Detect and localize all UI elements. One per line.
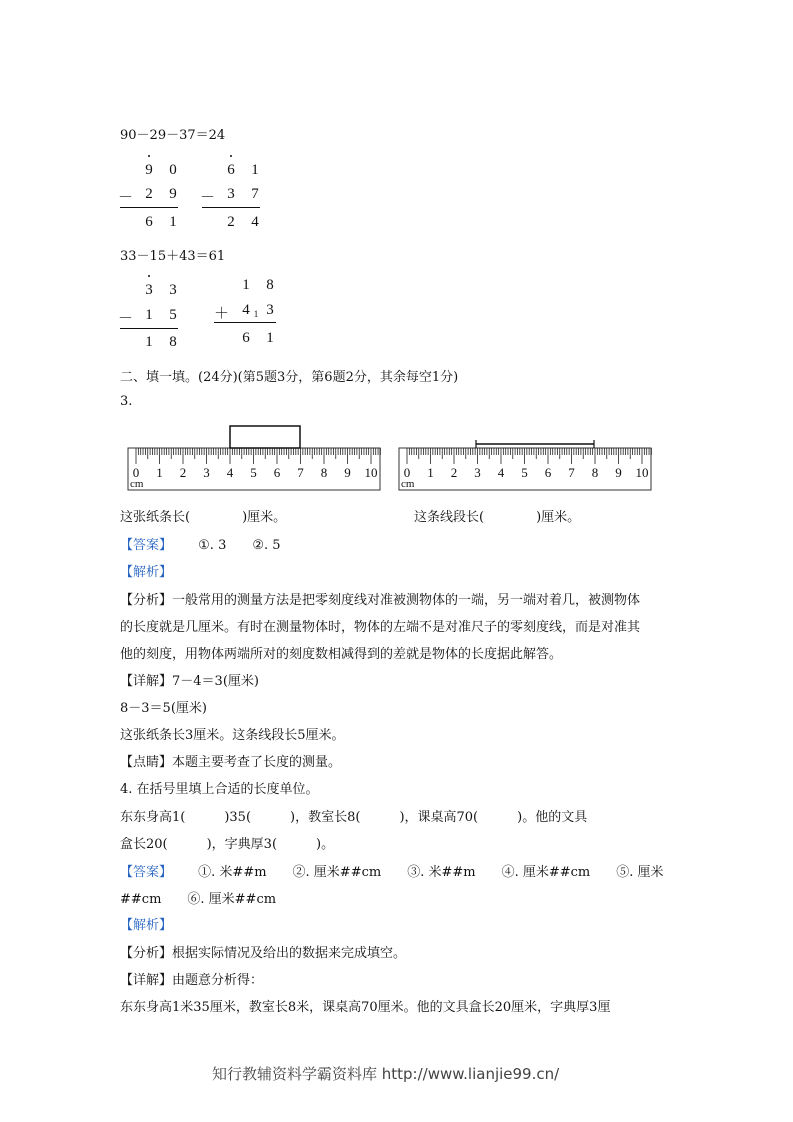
digit: 1 <box>169 214 177 230</box>
digit: 5 <box>169 307 177 323</box>
digit: 3 <box>227 186 235 202</box>
answer-tag: 【答案】 <box>120 865 173 880</box>
detail-text: 7－4＝3(厘米) <box>172 674 259 689</box>
divider <box>214 322 276 323</box>
digit: 1 <box>242 277 250 293</box>
digit: 6 <box>227 162 235 178</box>
ruler-label: 4 <box>497 465 505 480</box>
digit: 3 <box>145 282 153 298</box>
analysis-tag: 【解析】 <box>120 565 173 580</box>
detail-line: 8－3＝5(厘米) <box>120 701 207 716</box>
equation-1: 90－29－37＝24 <box>120 128 226 143</box>
ruler-label: 2 <box>450 465 458 480</box>
detail-label: 【详解】 <box>120 674 173 689</box>
digit: 1 <box>145 334 153 350</box>
ruler-unit: cm <box>130 478 144 490</box>
digit: 4 <box>242 302 250 318</box>
ruler-with-line-segment <box>397 422 655 494</box>
ruler-label: 5 <box>521 465 528 480</box>
detail-line <box>120 969 263 988</box>
ruler-label: 9 <box>615 465 622 480</box>
operator: ＋ <box>214 306 230 322</box>
paper-strip <box>230 426 300 448</box>
ruler-label: 10 <box>364 465 378 480</box>
ruler-with-paper-strip <box>126 422 384 494</box>
analysis-line: 他的刻度，用物体两端所对的刻度数相减得到的差就是物体的长度据此解答。 <box>120 647 563 662</box>
digit: 8 <box>266 277 274 293</box>
analysis-line: 的长度就是几厘米。有时在测量物体时，物体的左端不是对准尺子的零刻度线，而是对准其 <box>120 620 641 635</box>
analysis-tag: 【解析】 <box>120 918 173 933</box>
vertical-calc-33-15 <box>118 278 188 358</box>
detail-line <box>120 670 259 689</box>
vertical-calc-61-37 <box>200 158 270 238</box>
digit: 8 <box>169 334 177 350</box>
question-number: 3. <box>120 394 133 409</box>
ruler-label: 8 <box>591 465 599 480</box>
ruler-label: 6 <box>273 465 281 480</box>
comment-label: 【点睛】 <box>120 755 173 770</box>
comment-text: 本题主要考查了长度的测量。 <box>172 755 342 770</box>
analysis-line <box>120 942 406 961</box>
detail-line: 东东身高1米35厘米，教室长8米，课桌高70厘米。他的文具盒长20厘米，字典厚3厘 <box>120 1000 611 1015</box>
question-4-title: 4. 在括号里填上合适的长度单位。 <box>120 782 319 797</box>
ruler-label: 6 <box>544 465 552 480</box>
digit: 3 <box>266 302 274 318</box>
ruler-label: 0 <box>132 465 140 480</box>
digit: 9 <box>169 186 177 202</box>
operator: － <box>118 311 134 327</box>
ruler-label: 8 <box>320 465 328 480</box>
analysis-label: 【分析】 <box>120 946 173 961</box>
digit: 1 <box>251 162 259 178</box>
digit: 6 <box>242 330 250 346</box>
digit: 1 <box>145 307 153 323</box>
digit: 6 <box>145 214 153 230</box>
analysis-label: 【分析】 <box>120 593 173 608</box>
footer-watermark: 知行教辅资料学霸资料库 http://www.lianjie99.cn/ <box>212 1065 560 1083</box>
equation-2: 33－15＋43＝61 <box>120 249 226 264</box>
prompt-paper-length: 这张纸条长( )厘米。 <box>120 510 287 525</box>
detail-line: 这张纸条长3厘米。这条线段长5厘米。 <box>120 728 345 743</box>
ruler-label: 1 <box>427 465 434 480</box>
ruler-label: 1 <box>156 465 163 480</box>
divider <box>120 328 178 329</box>
ruler-label: 7 <box>568 465 575 480</box>
section-title: 二、填一填。(24分)(第5题3分，第6题2分，其余每空1分) <box>120 370 459 385</box>
answer-row <box>120 861 664 880</box>
answer-tag: 【答案】 <box>120 538 173 553</box>
operator: － <box>118 190 134 206</box>
digit: 9 <box>145 162 153 178</box>
question-4-body: 盒长20( )，字典厚3( )。 <box>120 837 335 852</box>
answer-text: ①. 3 ②. 5 <box>198 538 281 553</box>
ruler-label: 10 <box>635 465 649 480</box>
prompt-segment-length: 这条线段长( )厘米。 <box>414 510 581 525</box>
carry-digit: 1 <box>253 309 259 319</box>
vertical-calc-18-43 <box>212 277 282 357</box>
ruler-label: 7 <box>297 465 304 480</box>
digit: 2 <box>145 186 153 202</box>
analysis-text: 根据实际情况及给出的数据来完成填空。 <box>172 946 407 961</box>
ruler-unit: cm <box>401 478 415 490</box>
digit: 2 <box>227 214 235 230</box>
operator: － <box>200 190 216 206</box>
digit: 0 <box>169 162 177 178</box>
answer-text: ①. 米##m ②. 厘米##cm ③. 米##m ④. 厘米##cm ⑤. 厘米 <box>198 865 664 880</box>
digit: 3 <box>169 282 177 298</box>
divider <box>120 207 178 208</box>
digit: 1 <box>266 330 274 346</box>
ruler-label: 5 <box>250 465 257 480</box>
detail-label: 【详解】 <box>120 973 173 988</box>
answer-row <box>120 534 281 553</box>
ruler-label: 2 <box>179 465 187 480</box>
analysis-line <box>120 589 640 608</box>
digit: 4 <box>251 214 259 230</box>
comment-line <box>120 751 341 770</box>
vertical-calc-90-29 <box>118 158 188 238</box>
detail-text: 由题意分析得： <box>172 973 264 988</box>
ruler-label: 3 <box>474 465 481 480</box>
answer-text-cont: ##cm ⑥. 厘米##cm <box>120 892 277 907</box>
digit: 7 <box>251 186 259 202</box>
divider <box>202 207 260 208</box>
ruler-label: 9 <box>344 465 351 480</box>
ruler-label: 0 <box>403 465 411 480</box>
ruler-label: 4 <box>226 465 234 480</box>
ruler-label: 3 <box>203 465 210 480</box>
question-4-body: 东东身高1( )35( )，教室长8( )，课桌高70( )。他的文具 <box>120 810 588 825</box>
analysis-text: 一般常用的测量方法是把零刻度线对准被测物体的一端，另一端对着几，被测物体 <box>172 593 641 608</box>
